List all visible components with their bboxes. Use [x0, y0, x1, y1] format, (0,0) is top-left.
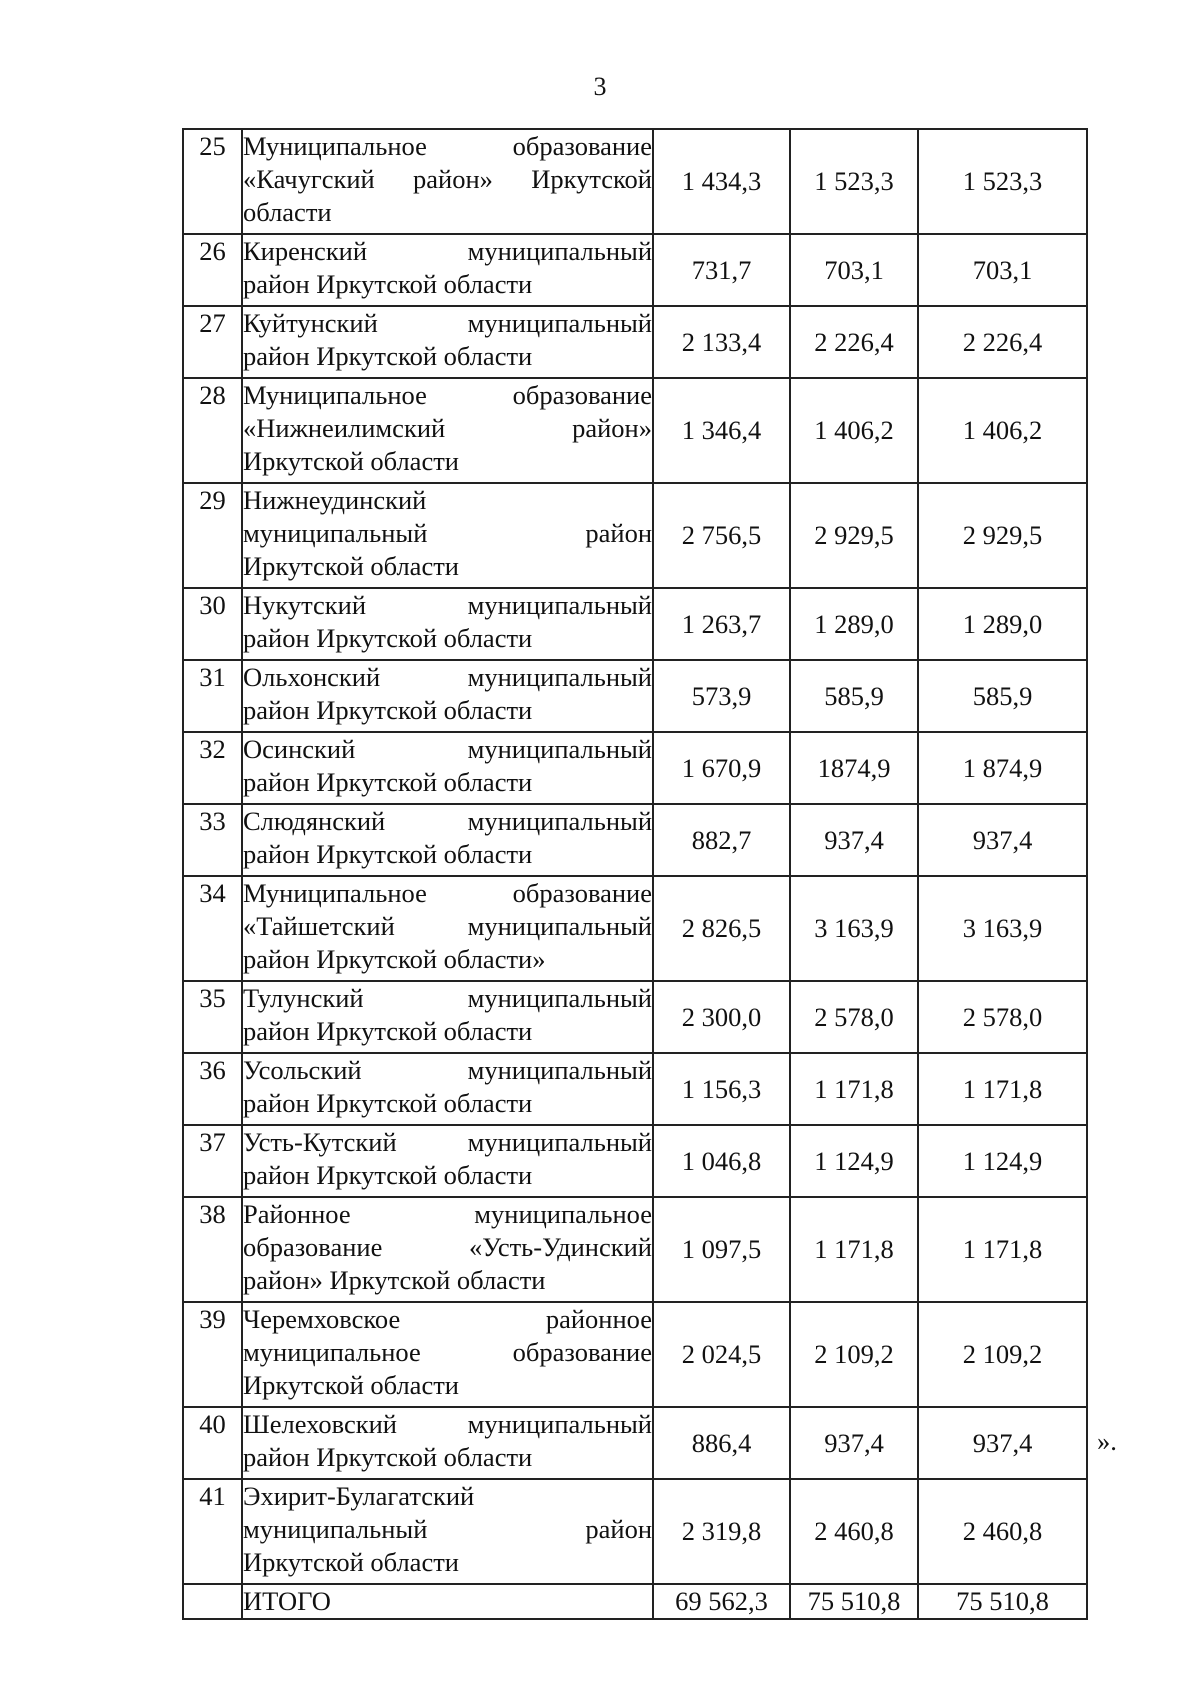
row-name-cell	[242, 306, 653, 378]
row-number-cell: 27	[183, 306, 242, 378]
row-name-line: области	[243, 197, 332, 227]
row-number-cell: 33	[183, 804, 242, 876]
row-value-2-cell: 585,9	[790, 660, 918, 732]
row-name-line: район Иркутской области	[243, 1442, 533, 1472]
row-name-cell	[242, 804, 653, 876]
row-name-line: район Иркутской области»	[243, 944, 546, 974]
row-name-line: Муниципальное образование	[243, 380, 652, 410]
row-value-2-cell: 1 124,9	[790, 1125, 918, 1197]
row-name-line: Нижнеудинский	[243, 485, 427, 515]
table-row	[183, 306, 1087, 378]
row-name-text	[243, 805, 652, 871]
row-value-3-cell: 2 109,2	[918, 1302, 1087, 1407]
row-name-text	[243, 130, 652, 229]
table-row	[183, 588, 1087, 660]
row-name-line: Усольский муниципальный	[243, 1055, 652, 1085]
row-name-cell	[242, 378, 653, 483]
row-value-3-cell: 585,9	[918, 660, 1087, 732]
row-name-line: Районное муниципальное	[243, 1199, 652, 1229]
row-value-2-cell: 703,1	[790, 234, 918, 306]
row-number-cell: 31	[183, 660, 242, 732]
row-value-1-cell: 1 434,3	[653, 129, 790, 234]
row-name-line: район Иркутской области	[243, 767, 533, 797]
total-value-3-cell: 75 510,8	[918, 1584, 1087, 1619]
row-value-2-cell: 1 171,8	[790, 1053, 918, 1125]
row-value-1-cell: 886,4	[653, 1407, 790, 1479]
row-value-1-cell: 731,7	[653, 234, 790, 306]
total-value-2-cell: 75 510,8	[790, 1584, 918, 1619]
row-name-line: Иркутской области	[243, 1547, 459, 1577]
row-value-3-cell: 3 163,9	[918, 876, 1087, 981]
row-name-line: район Иркутской области	[243, 695, 533, 725]
row-value-2-cell: 2 226,4	[790, 306, 918, 378]
row-name-line: образование «Усть-Удинский	[243, 1232, 652, 1262]
table-row	[183, 1479, 1087, 1584]
row-name-line: Тулунский муниципальный	[243, 983, 652, 1013]
row-number-cell: 28	[183, 378, 242, 483]
total-number-cell	[183, 1584, 242, 1619]
row-value-2-cell: 937,4	[790, 804, 918, 876]
row-value-3-cell: 937,4	[918, 804, 1087, 876]
row-name-cell	[242, 1125, 653, 1197]
row-value-3-cell: 1 406,2	[918, 378, 1087, 483]
row-number-cell: 40	[183, 1407, 242, 1479]
row-name-line: Иркутской области	[243, 446, 459, 476]
row-value-1-cell: 1 097,5	[653, 1197, 790, 1302]
row-name-text	[243, 589, 652, 655]
row-number-cell: 25	[183, 129, 242, 234]
row-name-cell	[242, 876, 653, 981]
row-value-2-cell: 1 406,2	[790, 378, 918, 483]
row-number-cell: 37	[183, 1125, 242, 1197]
row-name-line: район» Иркутской области	[243, 1265, 546, 1295]
table-row	[183, 732, 1087, 804]
row-name-line: Иркутской области	[243, 551, 459, 581]
row-value-2-cell: 1874,9	[790, 732, 918, 804]
row-name-line: Киренский муниципальный	[243, 236, 652, 266]
row-name-text	[243, 1054, 652, 1120]
row-value-2-cell: 2 929,5	[790, 483, 918, 588]
total-value-1-cell: 69 562,3	[653, 1584, 790, 1619]
row-name-line: Ольхонский муниципальный	[243, 662, 652, 692]
row-name-line: Шелеховский муниципальный	[243, 1409, 652, 1439]
row-value-3-cell: 1 171,8	[918, 1053, 1087, 1125]
row-number-cell: 26	[183, 234, 242, 306]
row-name-line: «Качугский район» Иркутской	[243, 164, 652, 194]
row-value-1-cell: 2 133,4	[653, 306, 790, 378]
row-value-1-cell: 2 300,0	[653, 981, 790, 1053]
row-value-1-cell: 882,7	[653, 804, 790, 876]
row-value-2-cell: 2 460,8	[790, 1479, 918, 1584]
row-value-1-cell: 2 319,8	[653, 1479, 790, 1584]
table-body	[183, 129, 1087, 1619]
row-number-cell: 41	[183, 1479, 242, 1584]
row-name-line: район Иркутской области	[243, 839, 533, 869]
row-number-cell: 30	[183, 588, 242, 660]
row-name-text	[243, 379, 652, 478]
row-name-text	[243, 1303, 652, 1402]
row-name-text	[243, 1198, 652, 1297]
row-value-2-cell: 1 523,3	[790, 129, 918, 234]
row-value-3-cell: 1 171,8	[918, 1197, 1087, 1302]
row-name-cell	[242, 1302, 653, 1407]
row-name-line: Черемховское районное	[243, 1304, 652, 1334]
row-name-text	[243, 235, 652, 301]
row-value-1-cell: 1 346,4	[653, 378, 790, 483]
row-value-3-cell: 2 929,5	[918, 483, 1087, 588]
row-value-1-cell: 573,9	[653, 660, 790, 732]
row-name-line: «Нижнеилимский район»	[243, 413, 652, 443]
row-number-cell: 29	[183, 483, 242, 588]
row-name-cell	[242, 234, 653, 306]
row-name-text	[243, 1408, 652, 1474]
closing-quote: ».	[1097, 1426, 1117, 1456]
row-name-cell	[242, 732, 653, 804]
row-name-line: Муниципальное образование	[243, 878, 652, 908]
row-name-line: Усть-Кутский муниципальный	[243, 1127, 652, 1157]
row-name-line: район Иркутской области	[243, 623, 533, 653]
row-name-line: район Иркутской области	[243, 269, 533, 299]
table-row	[183, 234, 1087, 306]
table-row	[183, 804, 1087, 876]
row-value-3-cell: 2 578,0	[918, 981, 1087, 1053]
row-name-cell	[242, 483, 653, 588]
row-value-1-cell: 1 156,3	[653, 1053, 790, 1125]
row-value-2-cell: 1 289,0	[790, 588, 918, 660]
row-name-cell	[242, 129, 653, 234]
row-name-text	[243, 307, 652, 373]
table-row	[183, 876, 1087, 981]
row-value-2-cell: 937,4	[790, 1407, 918, 1479]
row-value-3-cell: 1 523,3	[918, 129, 1087, 234]
row-number-cell: 38	[183, 1197, 242, 1302]
row-name-line: «Тайшетский муниципальный	[243, 911, 652, 941]
row-name-line: Куйтунский муниципальный	[243, 308, 652, 338]
table-row	[183, 1125, 1087, 1197]
table-row	[183, 378, 1087, 483]
total-row	[183, 1584, 1087, 1619]
row-name-line: Осинский муниципальный	[243, 734, 652, 764]
row-value-3-cell: 937,4	[918, 1407, 1087, 1479]
row-number-cell: 34	[183, 876, 242, 981]
row-name-line: муниципальный район	[243, 1514, 652, 1544]
row-value-1-cell: 1 046,8	[653, 1125, 790, 1197]
table-row	[183, 129, 1087, 234]
row-value-2-cell: 1 171,8	[790, 1197, 918, 1302]
row-value-1-cell: 2 756,5	[653, 483, 790, 588]
row-name-text	[243, 733, 652, 799]
row-value-3-cell: 2 460,8	[918, 1479, 1087, 1584]
row-name-line: район Иркутской области	[243, 1160, 533, 1190]
row-number-cell: 36	[183, 1053, 242, 1125]
row-name-text	[243, 484, 652, 583]
row-value-2-cell: 2 578,0	[790, 981, 918, 1053]
row-number-cell: 35	[183, 981, 242, 1053]
row-name-text	[243, 877, 652, 976]
table-row	[183, 660, 1087, 732]
row-value-1-cell: 2 024,5	[653, 1302, 790, 1407]
row-number-cell: 32	[183, 732, 242, 804]
row-name-line: район Иркутской области	[243, 1088, 533, 1118]
table-row	[183, 1053, 1087, 1125]
row-value-1-cell: 2 826,5	[653, 876, 790, 981]
row-value-2-cell: 3 163,9	[790, 876, 918, 981]
row-name-line: Иркутской области	[243, 1370, 459, 1400]
page-number: 3	[593, 72, 607, 101]
row-value-3-cell: 2 226,4	[918, 306, 1087, 378]
row-name-text	[243, 661, 652, 727]
table-row	[183, 1302, 1087, 1407]
row-name-cell	[242, 588, 653, 660]
table-row	[183, 483, 1087, 588]
row-name-cell	[242, 1197, 653, 1302]
table-row	[183, 1197, 1087, 1302]
table-row	[183, 981, 1087, 1053]
row-name-line: Слюдянский муниципальный	[243, 806, 652, 836]
budget-table	[182, 128, 1088, 1620]
row-name-cell	[242, 660, 653, 732]
table-row	[183, 1407, 1087, 1479]
row-value-3-cell: 1 124,9	[918, 1125, 1087, 1197]
row-name-line: Нукутский муниципальный	[243, 590, 652, 620]
row-value-3-cell: 1 289,0	[918, 588, 1087, 660]
row-name-text	[243, 982, 652, 1048]
row-name-line: район Иркутской области	[243, 341, 533, 371]
row-name-line: Эхирит-Булагатский	[243, 1481, 475, 1511]
total-label-cell: ИТОГО	[242, 1584, 653, 1619]
row-name-cell	[242, 1407, 653, 1479]
row-value-1-cell: 1 263,7	[653, 588, 790, 660]
row-name-line: муниципальное образование	[243, 1337, 652, 1367]
row-value-3-cell: 703,1	[918, 234, 1087, 306]
row-name-text	[243, 1480, 652, 1579]
row-name-line: муниципальный район	[243, 518, 652, 548]
row-number-cell: 39	[183, 1302, 242, 1407]
row-name-line: район Иркутской области	[243, 1016, 533, 1046]
row-value-1-cell: 1 670,9	[653, 732, 790, 804]
row-name-cell	[242, 1479, 653, 1584]
row-name-cell	[242, 1053, 653, 1125]
row-name-cell	[242, 981, 653, 1053]
row-value-2-cell: 2 109,2	[790, 1302, 918, 1407]
row-name-text	[243, 1126, 652, 1192]
row-name-line: Муниципальное образование	[243, 131, 652, 161]
row-value-3-cell: 1 874,9	[918, 732, 1087, 804]
